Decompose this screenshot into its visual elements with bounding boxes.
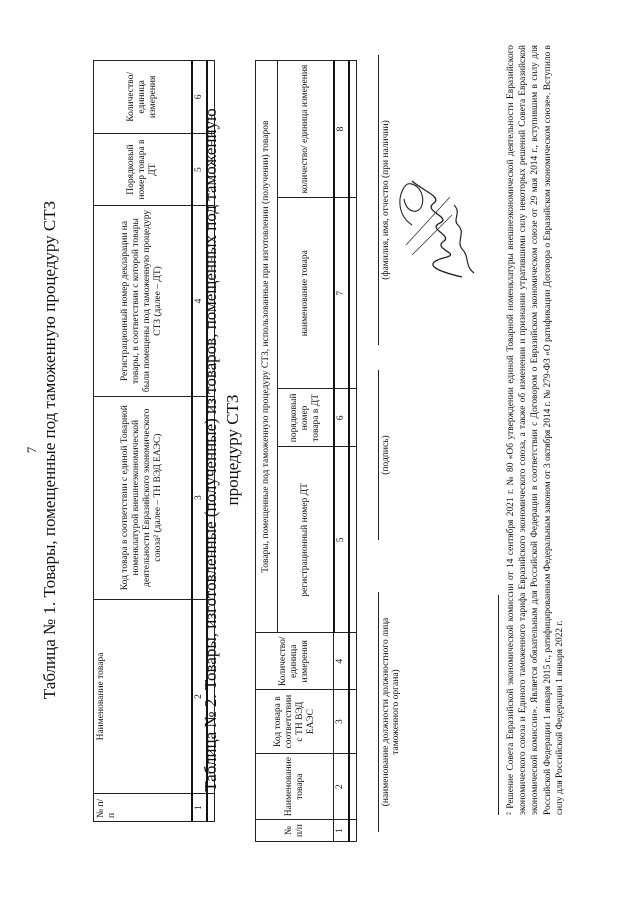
table2-empty-row — [349, 61, 357, 842]
table1-num-cell: 3 — [192, 396, 207, 599]
signature-label: (подпись) — [381, 435, 391, 475]
table2-num-cell: 3 — [334, 690, 349, 754]
table2-num-cell: 4 — [334, 633, 349, 690]
table2-header-qty: Количество/ единица измерения — [256, 633, 334, 690]
table2-num-cell: 2 — [334, 754, 349, 820]
name-line — [378, 55, 379, 345]
table1-header-code: Код товара в соответствии с единой Товарной номенклатурой внешнеэкономической деятельности Евразийского экономического союза² (далее – ТН ВЭД ЕАЭС) — [94, 396, 192, 599]
table2 — [255, 60, 357, 842]
table1 — [93, 60, 215, 822]
table1-header-qty: Количество/ единица измерения — [94, 61, 192, 134]
table1-header-row — [94, 61, 192, 822]
table2-num-cell: 1 — [334, 820, 349, 842]
table2-num-cell: 5 — [334, 447, 349, 633]
table1-header-reg: Регистрационный номер декларации на товары, в соответствии с которой товары были помещены под таможенную процедуру СТЗ (далее – ДТ) — [94, 206, 192, 396]
table2-header-qty2: количество/ единица измерения — [278, 61, 334, 198]
table2-number-row — [334, 61, 349, 842]
table1-header-seq: Порядковый номер товара в ДТ — [94, 133, 192, 206]
table2-num-cell: 8 — [334, 61, 349, 198]
table2-header-num: № п/п — [256, 820, 334, 842]
page-number: 7 — [24, 446, 39, 454]
table2-header-name: Наименование товара — [256, 754, 334, 820]
handwritten-signature — [392, 175, 482, 285]
table2-num-cell: 6 — [334, 389, 349, 447]
footnote-rule — [498, 595, 499, 815]
footnote-text: ² Решение Совета Евразийской экономической комиссии от 14 сентября 2021 г. № 80 «Об утверждении единой Товарной номенклатуры внешнеэкономической деятельности Евразийского экономического союза и Единого таможенного тарифа Евразийского экономического союза, а также об изменении и признании утратившими силу некоторых решений Совета Евразийской экономической комиссии». Является обязательным для Российской Федерации в соответствии с Договором о Евразийском экономическом союзе от 29 мая 2014 г., вступившим в силу для Российской Федерации 1 января 2015 г., ратифицированным Федеральным законом от 3 октября 2014 г. № 279-ФЗ «О ратификации Договора о Евразийском экономическом союзе». Вступило в силу для Российской Федерации 1 января 2022 г. — [506, 45, 565, 815]
table2-header-seq: порядковый номер товара в ДТ — [278, 389, 334, 447]
table2-title — [200, 60, 244, 840]
table1-header-num: № п/п — [94, 794, 192, 822]
table1-num-cell: 1 — [192, 794, 207, 822]
table2-title-line1: Таблица № 2. Товары, изготовленные (полученные) из товаров, помещенных под таможенную — [201, 108, 220, 792]
position-line — [378, 592, 379, 832]
table2-num-cell: 7 — [334, 198, 349, 389]
table1-num-cell: 2 — [192, 599, 207, 794]
table2-title-line2: процедуру СТЗ — [223, 394, 242, 506]
table2-header-goods: наименование товара — [278, 198, 334, 389]
position-label: (наименование должности должностного лица таможенного органа) — [381, 617, 401, 807]
table2-header-reg: регистрационный номер ДТ — [278, 447, 334, 633]
table1-num-cell: 4 — [192, 206, 207, 396]
table1-num-cell: 5 — [192, 133, 207, 206]
table2-header-group: Товары, помещенные под таможенную процедуру СТЗ, использованные при изготовлении (получении) товаров — [256, 61, 278, 633]
table1-num-cell: 6 — [192, 61, 207, 134]
table2-header-code: Код товара в соответствии с ТН ВЭД ЕАЭС — [256, 690, 334, 754]
name-label: (фамилия, имя, отчество (при наличии) — [381, 120, 391, 280]
table1-header-name: Наименование товара — [94, 599, 192, 794]
table1-title: Таблица № 1. Товары, помещенные под таможенную процедуру СТЗ — [40, 200, 59, 700]
table2-header-row1 — [256, 61, 278, 842]
signature-line — [378, 370, 379, 540]
